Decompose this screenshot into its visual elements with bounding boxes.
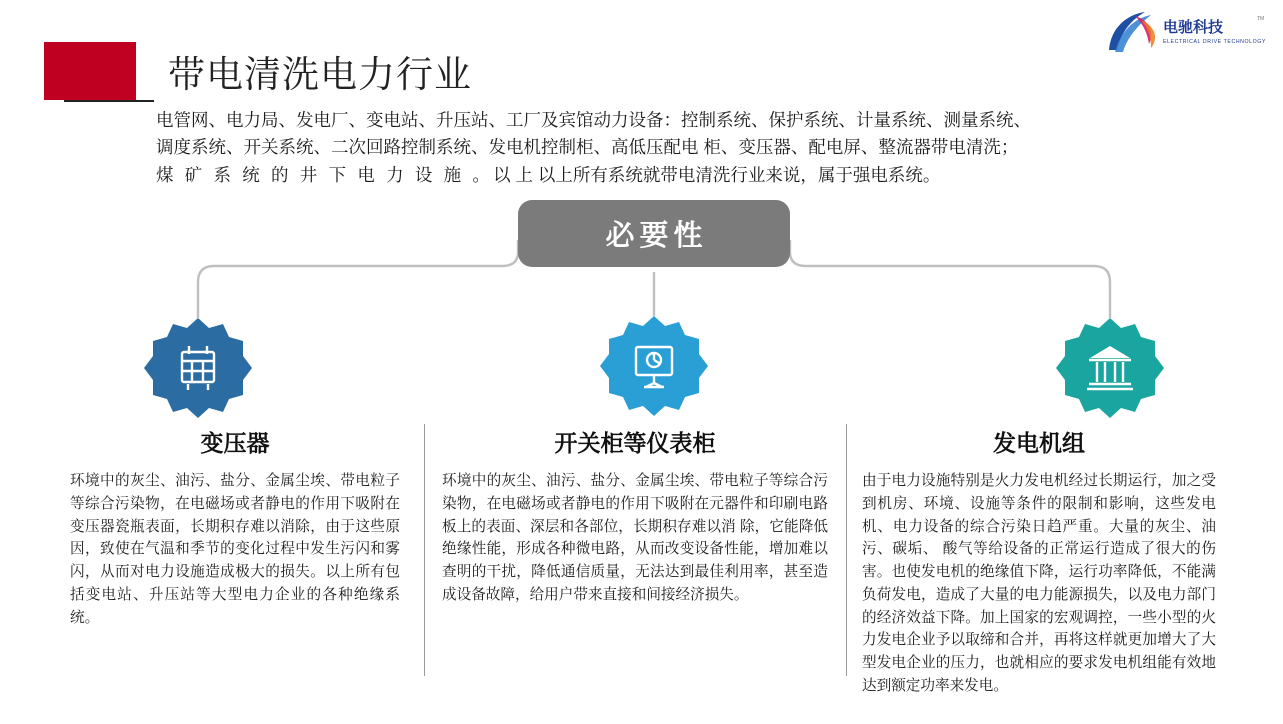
star-burst-shape — [1056, 318, 1164, 418]
title-accent-square — [44, 42, 136, 100]
logo-tm: TM — [1257, 16, 1265, 22]
column-switchgear — [442, 425, 828, 607]
intro-line-3 — [156, 162, 1226, 189]
column-body: 环境中的灰尘、油污、盐分、金属尘埃、带电粒子等综合污染物，在电磁场或者静电的作用下吸附在元器件和印刷电路板上的表面、深层和各部位，长期积存难以消 除，它能降低绝缘性能，形成各种微电路，从而改变设备性能，增加难以查明的干扰，降低通信质量，无法达到最佳利用率，甚至造成设备故障，给用户带来直接和间接经济损失。 — [442, 473, 828, 603]
page-title: 带电清洗电力行业 — [168, 54, 472, 95]
badge-transformer — [144, 316, 252, 424]
company-logo — [1101, 6, 1269, 58]
necessity-box — [518, 200, 790, 267]
badge-power-plant — [1056, 316, 1164, 424]
title-underline — [64, 100, 154, 102]
badge-switchgear — [600, 314, 708, 422]
intro-line-3-spread: 煤 矿 系 统 的 井 下 电 力 设 施 。 — [156, 164, 494, 185]
intro-line-2: 调度系统、开关系统、二次回路控制系统、发电机控制柜、高低压配电 柜、变压器、配电屏、整流器带电清洗； — [156, 137, 1019, 158]
column-body: 环境中的灰尘、油污、盐分、金属尘埃、带电粒子等综合污染物，在电磁场或者静电的作用下吸附在变压器瓷瓶表面，长期积存难以消除，由于这些原因，致使在气温和季节的变化过程中发生污闪和雾闪，从而对电力设施造成极大的损失。以上所有包括变电站、升压站等大型电力企业的各种绝缘系统。 — [70, 473, 400, 626]
intro-paragraph — [156, 107, 1226, 189]
necessity-label: 必要性 — [605, 220, 708, 252]
logo-brand-en: ELECTRICAL DRIVE TECHNOLOGY — [1163, 39, 1266, 45]
intro-line-3-rest: 以 上 以上所有系统就带电清洗行业来说，属于强电系统。 — [493, 164, 941, 185]
column-title: 发电机组 — [993, 430, 1085, 456]
column-title: 变压器 — [200, 430, 270, 456]
column-body: 由于电力设施特别是火力发电机经过长期运行，加之受到机房、环境、设施等条件的限制和影响，这些发电机、电力设备的综合污染日趋严重。大量的灰尘、油污、碳垢、 酸气等给设备的正常运行造成了很大的伤害。也使发电机的绝缘值下降，运行功率降低，不能满负荷发电，造成了大量的电力能源损失，以及电力部门的经济效益下降。加上国家的宏观调控，一些小型的火力发电企业予以取缔和合并，再将这样就更加增大了大型发电企业的压力，也就相应的要求发电机组能有效地达到额定功率来发电。 — [862, 473, 1216, 694]
intro-line-1: 电管网、电力局、发电厂、变电站、升压站、工厂及宾馆动力设备：控制系统、保护系统、计量系统、测量系统、 — [156, 110, 1031, 130]
column-divider-2 — [846, 424, 847, 676]
column-transformer — [70, 425, 400, 629]
column-power-plant — [862, 425, 1216, 698]
star-burst-shape — [144, 318, 252, 418]
logo-brand-cn: 电驰科技 — [1163, 19, 1224, 36]
column-title: 开关柜等仪表柜 — [554, 430, 716, 456]
column-divider-1 — [424, 424, 425, 676]
